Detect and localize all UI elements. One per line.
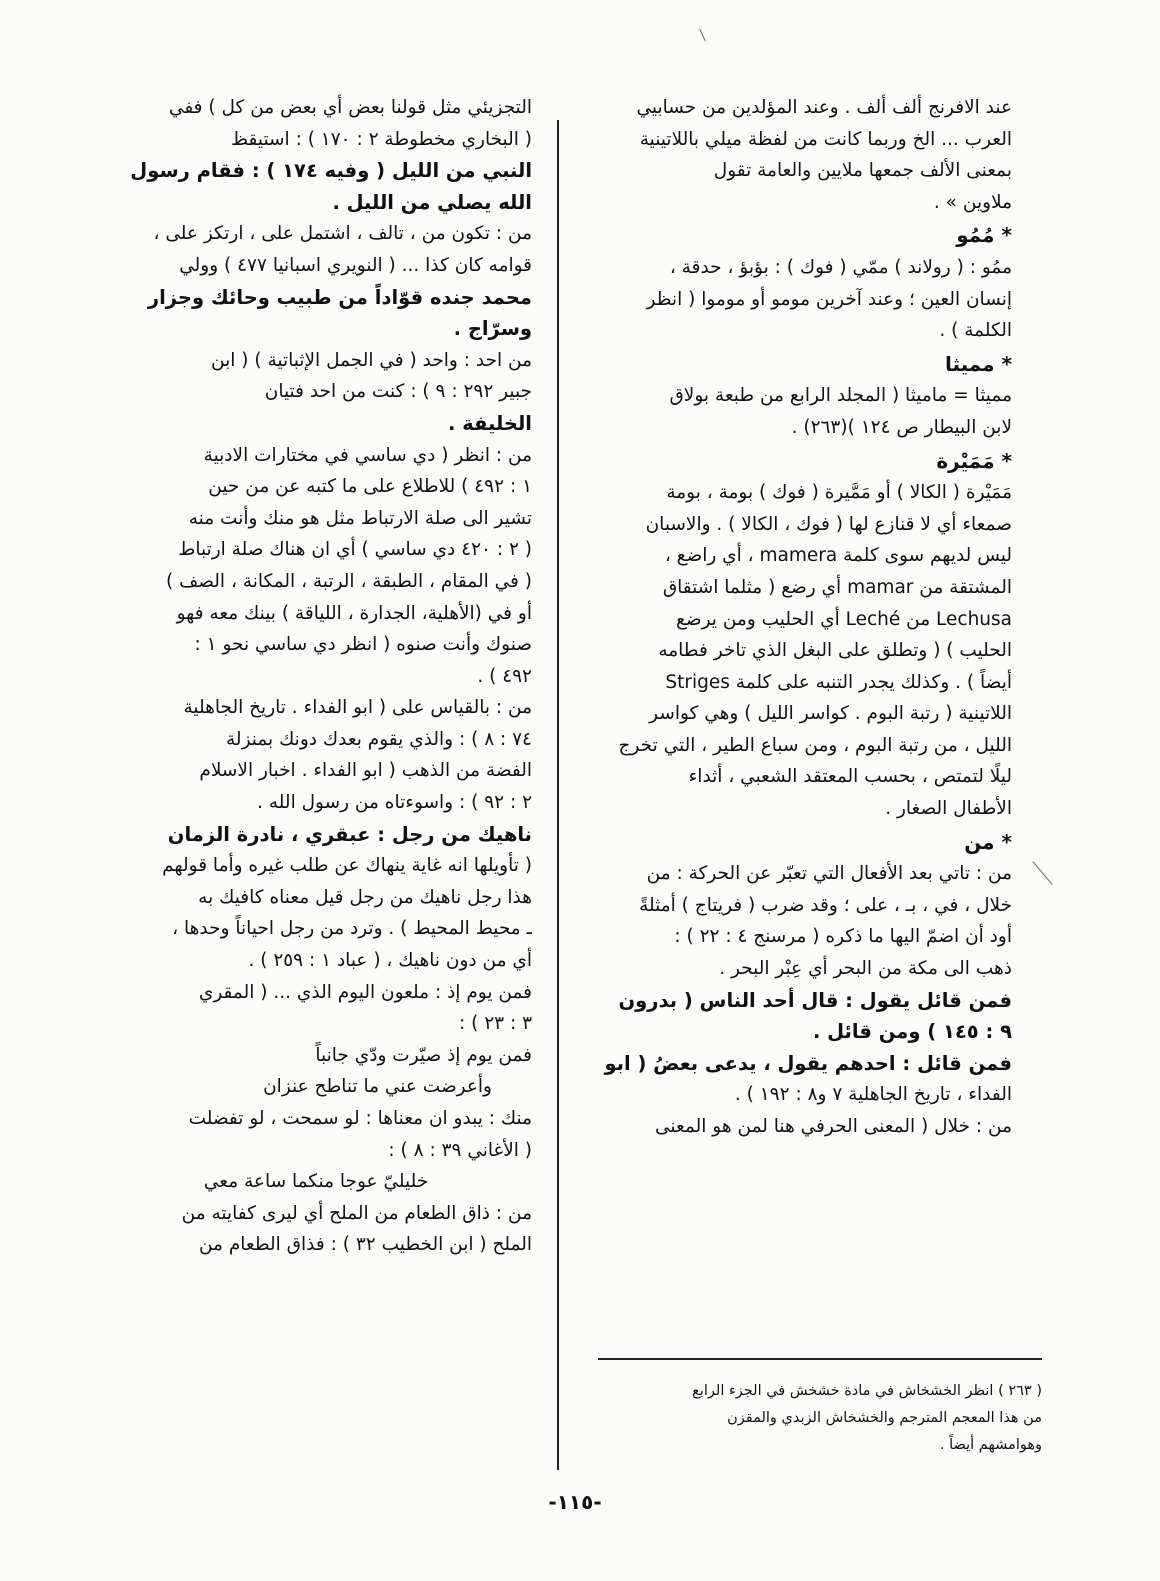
text-line: من : ذاق الطعام من الملح أي ليرى كفايته من <box>181 1202 532 1224</box>
text-line: ٤٩٢ ) . <box>477 665 532 687</box>
text-line: ( الأغاني ٣٩ : ٨ ) : <box>388 1139 532 1161</box>
text-line: من : انظر ( دي ساسي في مختارات الادبية <box>203 444 532 466</box>
text-line: عند الافرنج ألف ألف . وعند المؤلدين من حسابيي <box>636 97 1012 118</box>
text-line: ( البخاري مخطوطة ٢ : ١٧٠ ) : استيقظ <box>230 128 532 150</box>
entry-headword: * مُمُو <box>956 223 1012 248</box>
text-line: ممُو : ( رولاند ) ممّي ( فوك ) : بؤبؤ ، حدقة ، <box>669 256 1012 278</box>
footnote-line: من هذا المعجم المترجم والخشخاش الزبدي والمقزن <box>727 1410 1042 1426</box>
text-line: إنسان العين ؛ وعند آخرين مومو أو موموا ( انظر <box>646 288 1012 310</box>
text-line: الله يصلي من الليل . <box>332 190 532 214</box>
text-line: ٧٤ : ٨ ) : والذي يقوم بعدك دونك بمنزلة <box>226 728 532 750</box>
entry-headword: * مميثا <box>944 351 1012 376</box>
text-line: التجزيئي مثل قولنا بعض أي بعض من كل ) ففي <box>168 97 532 118</box>
text-line: الملح ( ابن الخطيب ٣٢ ) : فذاق الطعام من <box>198 1234 532 1256</box>
text-line: فمن يوم إذ صيّرت ودّي جانباً <box>315 1044 532 1066</box>
text-line: ٩ : ١٤٥ ) ومن قائل . <box>812 1020 1012 1044</box>
text-line: الخليفة . <box>447 411 532 435</box>
text-line: ملاوين » . <box>933 191 1012 213</box>
text-line: فمن قائل : احدهم يقول ، يدعى بعضُ ( ابو <box>604 1051 1012 1075</box>
footnote <box>598 1378 1042 1459</box>
text-line: من : تكون من ، تالف ، اشتمل على ، ارتكز على ، <box>153 223 532 245</box>
text-line: النبي من الليل ( وفيه ١٧٤ ) : فقام رسول <box>130 159 532 183</box>
text-line: ناهيك من رجل : عبقري ، نادرة الزمان <box>167 822 532 846</box>
text-line: ١ : ٤٩٢ ) للاطلاع على ما كتبه عن من حين <box>208 476 532 498</box>
text-line: محمد جنده قوّاداً من طبيب وحائك وجزار <box>147 285 532 309</box>
text-line: خلال ، في ، بـ ، على ؛ وقد ضرب ( فريتاج ) أمثلةً <box>639 894 1012 916</box>
text-line: ( تأويلها انه غاية ينهاك عن طلب غيره وأما قولهم <box>162 855 532 877</box>
footnote-rule <box>598 1358 1042 1360</box>
text-line: من : بالقياس على ( ابو الفداء . تاريخ الجاهلية <box>183 697 532 719</box>
text-line: أو في (الأهلية، الجدارة ، اللياقة ) بينك معه فهو <box>176 602 532 624</box>
text-line: خليليّ عوجا منكما ساعة معي <box>203 1171 429 1193</box>
text-line: فمن قائل يقول : قال أحد الناس ( بدرون <box>618 988 1012 1012</box>
text-line: قوامه كان كذا ... ( النويري اسبانيا ٤٧٧ ) وولي <box>179 254 532 276</box>
text-line: الكلمة ) . <box>939 320 1012 342</box>
text-line: المشتقة من mamar أي رضع ( مثلما اشتقاق <box>662 576 1012 598</box>
text-line: من : خلال ( المعنى الحرفي هنا لمن هو المعنى <box>655 1116 1012 1137</box>
text-line: مميثا = ماميثا ( المجلد الرابع من طبعة بولاق <box>669 385 1012 407</box>
text-line: منك : يبدو ان معناها : لو سمحت ، لو تفضلت <box>188 1108 532 1129</box>
scan-speck <box>1032 861 1052 885</box>
text-line: وسرّاج . <box>453 317 532 341</box>
text-line: جبير ٢٩٢ : ٩ ) : كنت من احد فتيان <box>264 381 532 403</box>
text-line: ( في المقام ، الطبقة ، الرتبة ، المكانة ، الصف ) <box>166 570 532 592</box>
entry-headword: * مَمَيْرة <box>936 448 1012 473</box>
text-line: من احد : واحد ( في الجمل الإثباتية ) ( ابن <box>211 349 532 371</box>
footnote-line: ( ٢٦٣ ) انظر الخشخاش في مادة خشخش في الجزء الرابع <box>692 1383 1042 1399</box>
text-line: العرب ... الخ وربما كانت من لفظة ميلي باللاتينية <box>639 128 1012 150</box>
text-line: بمعنى الألف جمعها ملايين والعامة تقول <box>713 160 1012 182</box>
text-line: Lechusa من Leché أي الحليب ومن يرضع <box>676 608 1012 630</box>
text-line: اللاتينية ( رتبة البوم . كواسر الليل ) وهي كواسر <box>649 703 1012 725</box>
text-line: صنوك وأنت صنوه ( انظر دي ساسي نحو ١ : <box>194 634 532 656</box>
text-line: أي من دون ناهيك ، ( عباد ١ : ٢٥٩ ) . <box>248 950 532 972</box>
text-line: لابن البيطار ص ١٢٤ )(٢٦٣) . <box>791 416 1012 438</box>
scan-speck <box>699 28 706 41</box>
text-line: تشير الى صلة الارتباط مثل هو منك وأنت منه <box>188 507 532 529</box>
column-divider <box>557 120 559 1470</box>
text-line: أيضاً ) . وكذلك يجدر التنبه على كلمة Striges <box>665 671 1012 693</box>
text-line: ( ٢ : ٤٢٠ دي ساسي ) أي ان هناك صلة ارتباط <box>178 539 532 561</box>
text-line: أود أن اضمّ اليها ما ذكره ( مرسنج ٤ : ٢٢ ) : <box>674 926 1012 948</box>
text-line: فمن يوم إذ : ملعون اليوم الذي ... ( المقري <box>198 981 532 1003</box>
text-line: من : تاتي بعد الأفعال التي تعبّر عن الحركة : من <box>646 863 1012 885</box>
text-line: الفداء ، تاريخ الجاهلية ٧ و٨ : ١٩٢ ) . <box>734 1084 1012 1106</box>
text-line: هذا رجل ناهيك من رجل قيل معناه كافيك به <box>198 886 532 908</box>
text-line: ـ محيط المحيط ) . وترد من رجل احياناً وحدها ، <box>172 918 532 940</box>
text-line: الحليب ) ( وتطلق على البغل الذي تاخر فطامه <box>658 640 1012 662</box>
text-line: الليل ، من رتبة البوم ، ومن سباع الطير ، التي تخرج <box>618 734 1012 756</box>
left-column <box>100 92 532 1261</box>
text-line: الأطفال الصغار . <box>885 798 1012 820</box>
text-line: ليلًا لتمتص ، بحسب المعتقد الشعبي ، أثداء <box>688 766 1012 788</box>
right-column <box>584 92 1012 1143</box>
text-line: مَمَيْرة ( الكالا ) أو مَمَّيرة ( فوك ) بومة ، بومة <box>666 482 1012 504</box>
text-line: ٢ : ٩٢ ) : واسوءتاه من رسول الله . <box>257 792 532 814</box>
text-line: ذهب الى مكة من البحر أي عِبْر البحر . <box>719 958 1012 980</box>
page-number: -١١٥- <box>548 1490 602 1514</box>
text-line: وأعرضت عني ما تناطح عنزان <box>263 1076 492 1098</box>
footnote-line: وهوامشهم أيضاً . <box>939 1437 1042 1453</box>
text-line: الفضة من الذهب ( ابو الفداء . اخبار الاسلام <box>199 760 532 782</box>
text-line: ليس لديهم سوى كلمة mamera ، أي راضع ، <box>664 545 1012 567</box>
entry-headword: * من <box>964 829 1012 854</box>
text-line: ٣ : ٢٣ ) : <box>458 1013 532 1035</box>
text-line: صمعاء أي لا قنازع لها ( فوك ، الكالا ) . والاسبان <box>645 513 1012 535</box>
